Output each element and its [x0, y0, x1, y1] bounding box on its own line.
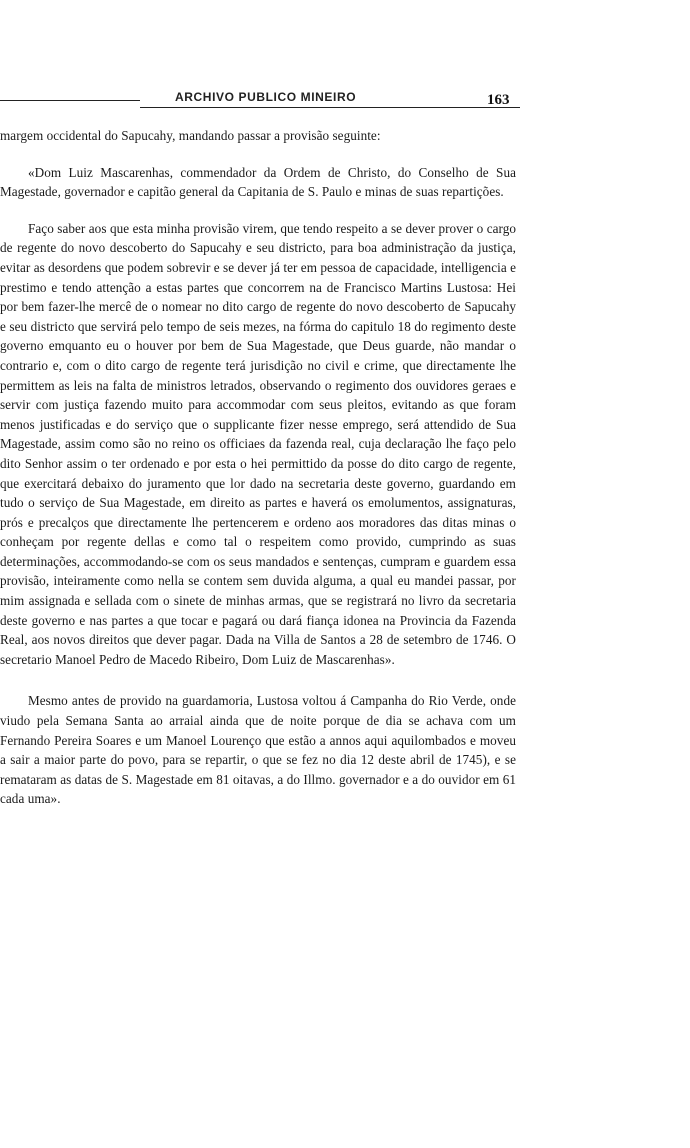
paragraph-3: Faço saber aos que esta minha provisão virem, que tendo respeito a se dever prover o cargo de regente do novo descoberto do Sapucahy e seu districto, para boa administração da justiça, evitar as desordens que podem sobrevir e se dever já ter em pessoa de capacidade, intelligencia e prestimo e tendo attenção a estas partes que concorrem na de Francisco Martins Lustosa: Hei por bem fazer-lhe mercê de o nomear no dito cargo de regente do novo descoberto de Sapucahy e seu districto que servirá pelo tempo de seis mezes, na fórma do capitulo 18 do regimento deste governo emquanto eu o houver por bem de Sua Magestade, que Deus guarde, não mandar o contrario e, com o dito cargo de regente terá jurisdição no civil e crime, que directamente lhe permittem as leis na falta de ministros letrados, observando o regimento dos ouvidores geraes e servir com justiça fazendo muito para accommodar com seus pleitos, evitando as que foram menos justificadas e do serviço que o supplicante fizer nesse emprego, será attendido de Sua Magestade, assim como são no reino os officiaes da fazenda real, cuja declaração lhe faço pelo dito Senhor assim o ter ordenado e por esta o hei permittido da posse do dito cargo de regente, que exercitará debaixo do juramento que lor dado na secretaria deste governo, guardando em tudo o serviço de Sua Magestade, em direito as partes e haverá os emolumentos, assignaturas, prós e precalços que directamente lhe pertencerem e ordeno aos moradores das ditas minas o conheçam por regente dellas e como tal o respeitem como provido, cumprindo as suas determinações, accommodando-se com os seus mandados e sentenças, cumpram e guardem essa provisão, inteiramente como nella se contem sem duvida alguma, a qual eu mandei passar, por mim assignada e sellada com o sinete de minhas armas, que se registrará no livro da secretaria deste governo e nas partes a que tocar e pagará ou dará fiança idonea na Provincia da Fazenda Real, aos novos direitos que dever pagar. Dada na Villa de Santos a 28 de setembro de 1746. O secretario Manoel Pedro de Macedo Ribeiro, Dom Luiz de Mascarenhas».: [0, 220, 516, 667]
body-text: [0, 126, 516, 809]
page-number: 163: [487, 92, 510, 108]
paragraph-2: «Dom Luiz Mascarenhas, commendador da Ordem de Christo, do Conselho de Sua Magestade, governador e capitão general da Capitania de S. Paulo e minas de suas repartições.: [0, 164, 516, 200]
header-rule-left: [0, 100, 140, 101]
header-rule: [140, 107, 520, 108]
running-title: ARCHIVO PUBLICO MINEIRO: [175, 90, 357, 104]
running-header: [0, 88, 520, 110]
paragraph-4: Mesmo antes de provido na guardamoria, Lustosa voltou á Campanha do Rio Verde, onde viudo pela Semana Santa ao arraial ainda que de noite porque de dia se achava com um Fernando Pereira Soares e um Manoel Lourenço que estão a annos aqui aquilombados e moveu a sair a maior parte do povo, para se repartir, o que se fez no dia 12 deste abril de 1745), e se remataram as datas de S. Magestade em 81 oitavas, a do Illmo. governador e a do ouvidor em 61 cada uma».: [0, 693, 516, 807]
paragraph-1: margem occidental do Sapucahy, mandando passar a provisão seguinte:: [0, 128, 381, 143]
